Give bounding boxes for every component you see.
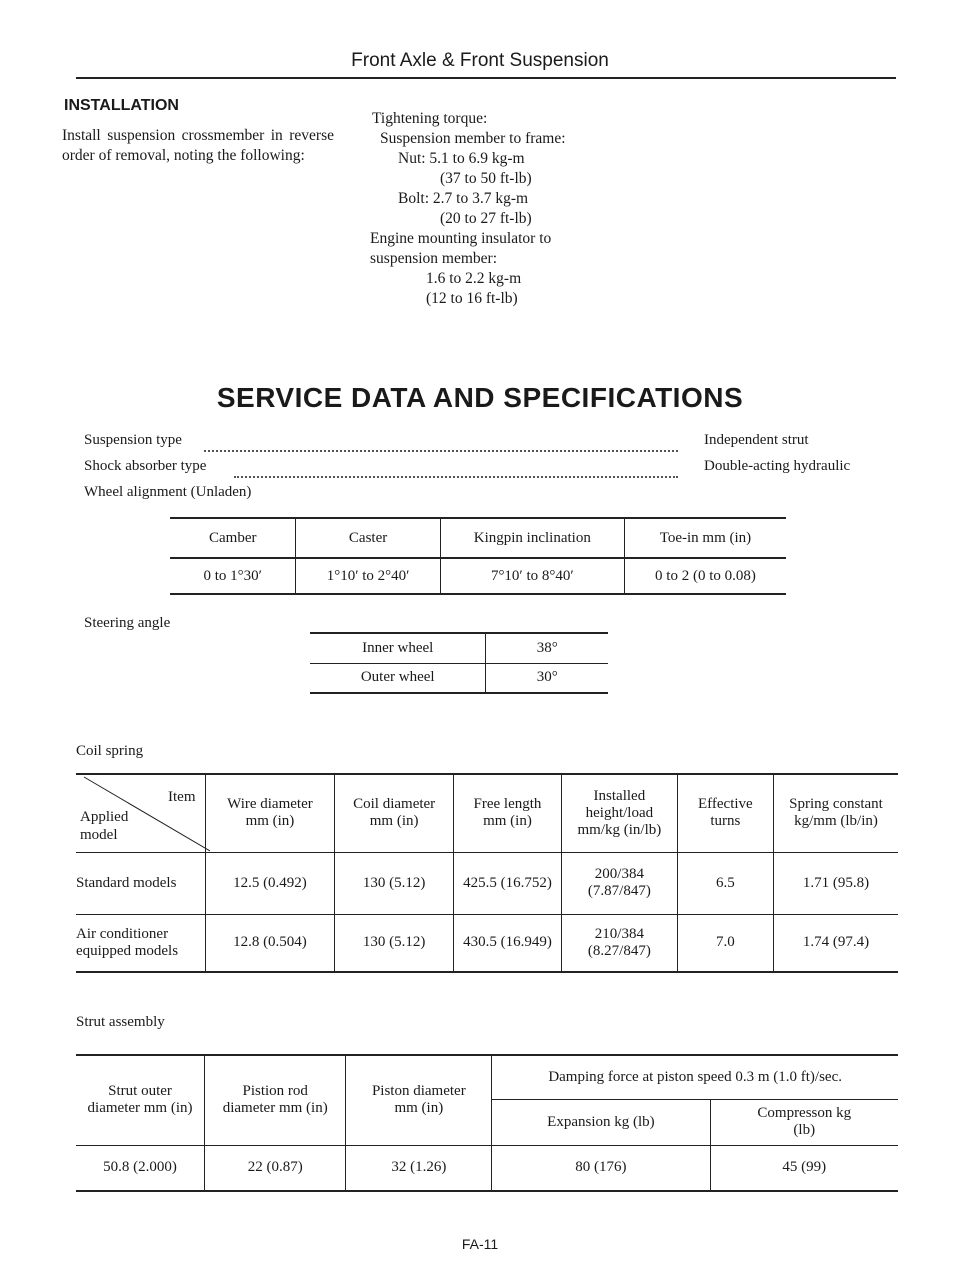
corner-header-cell [76,774,205,852]
coil-spring-label: Coil spring [76,743,144,759]
torque-line: Engine mounting insulator to [370,230,552,247]
torque-line: 1.6 to 2.2 kg-m [426,270,522,287]
coil-cell: 210/384 (8.27/847) [562,914,678,972]
strut-assembly-table [76,1054,898,1192]
wheel-alignment-label: Wheel alignment (Unladen) [84,484,252,500]
strut-assembly-label: Strut assembly [76,1014,165,1030]
leader-dots [234,460,678,478]
coil-cell: 7.0 [677,914,773,972]
spec-value: Independent strut [704,432,809,448]
torque-line: Tightening torque: [372,110,488,127]
steering-row-name: Inner wheel [362,639,434,656]
strut-header: Pistion rod diameter mm (in) [205,1055,346,1145]
strut-header: Expansion kg (lb) [492,1099,710,1145]
strut-header: Piston diameter mm (in) [346,1055,492,1145]
torque-line: suspension member: [370,250,497,267]
strut-header: Strut outer diameter mm (in) [87,1083,193,1117]
alignment-header: Caster [296,518,440,558]
corner-item-text: Item [168,789,196,805]
installation-heading: INSTALLATION [64,97,179,114]
page-number: FA-11 [461,1236,499,1252]
alignment-header: Toe-in mm (in) [624,518,786,558]
coil-row [76,852,898,914]
strut-header: Compresson kg (lb) [710,1099,898,1145]
strut-header: Damping force at piston speed 0.3 m (1.0 ft)/sec. [492,1055,898,1099]
coil-cell: 430.5 (16.949) [453,914,561,972]
steering-row-value: 38° [486,633,608,663]
coil-header: Spring constant kg/mm (lb/in) [773,774,898,852]
coil-model-name: Standard models [76,874,177,891]
leader-dots [204,434,678,452]
coil-spring-table [76,773,898,973]
header-rule [76,77,896,79]
coil-cell: 1.71 (95.8) [773,852,898,914]
alignment-table [170,517,786,595]
torque-line: (12 to 16 ft-lb) [426,290,518,307]
spec-label: Suspension type [84,432,182,448]
strut-value: 22 (0.87) [205,1145,346,1191]
coil-cell: 130 (5.12) [335,852,454,914]
coil-header: Effective turns [677,774,773,852]
coil-cell: 12.8 (0.504) [205,914,335,972]
alignment-value: 0 to 1°30′ [203,567,262,584]
alignment-value: 7°10′ to 8°40′ [440,558,624,594]
torque-line: (20 to 27 ft-lb) [440,210,532,227]
spec-label: Shock absorber type [84,458,207,474]
coil-cell: 12.5 (0.492) [205,852,335,914]
coil-model-name: Air conditioner equipped models [76,925,179,959]
coil-header: Free length mm (in) [453,774,561,852]
steering-row-value: 30° [486,663,608,693]
coil-cell: 200/384 (7.87/847) [562,852,678,914]
strut-value: 50.8 (2.000) [103,1159,177,1176]
service-data-title: SERVICE DATA AND SPECIFICATIONS [216,382,744,413]
page-header-title: Front Axle & Front Suspension [351,50,609,71]
corner-model-text: model [80,827,118,843]
steering-angle-label: Steering angle [84,615,171,631]
alignment-value: 0 to 2 (0 to 0.08) [624,558,786,594]
coil-header: Wire diameter mm (in) [205,774,335,852]
coil-header: Installed height/load mm/kg (in/lb) [562,774,678,852]
torque-line: Suspension member to frame: [380,130,566,147]
torque-line: (37 to 50 ft-lb) [440,170,532,187]
coil-header: Coil diameter mm (in) [335,774,454,852]
strut-value: 32 (1.26) [346,1145,492,1191]
alignment-header: Kingpin inclination [440,518,624,558]
strut-value: 80 (176) [492,1145,710,1191]
torque-line: Nut: 5.1 to 6.9 kg-m [398,150,525,167]
alignment-value: 1°10′ to 2°40′ [296,558,440,594]
coil-cell: 425.5 (16.752) [453,852,561,914]
steering-row-name: Outer wheel [360,669,435,686]
coil-row [76,914,898,972]
steering-angle-table [310,632,608,694]
alignment-header: Camber [208,529,257,546]
coil-cell: 6.5 [677,852,773,914]
coil-cell: 1.74 (97.4) [773,914,898,972]
strut-value: 45 (99) [710,1145,898,1191]
torque-line: Bolt: 2.7 to 3.7 kg-m [398,190,529,207]
spec-value: Double-acting hydraulic [704,458,851,474]
installation-text: Install suspension crossmember in reverse order of removal, noting the following: [62,127,334,164]
coil-cell: 130 (5.12) [335,914,454,972]
corner-applied-text: Applied [80,809,129,825]
